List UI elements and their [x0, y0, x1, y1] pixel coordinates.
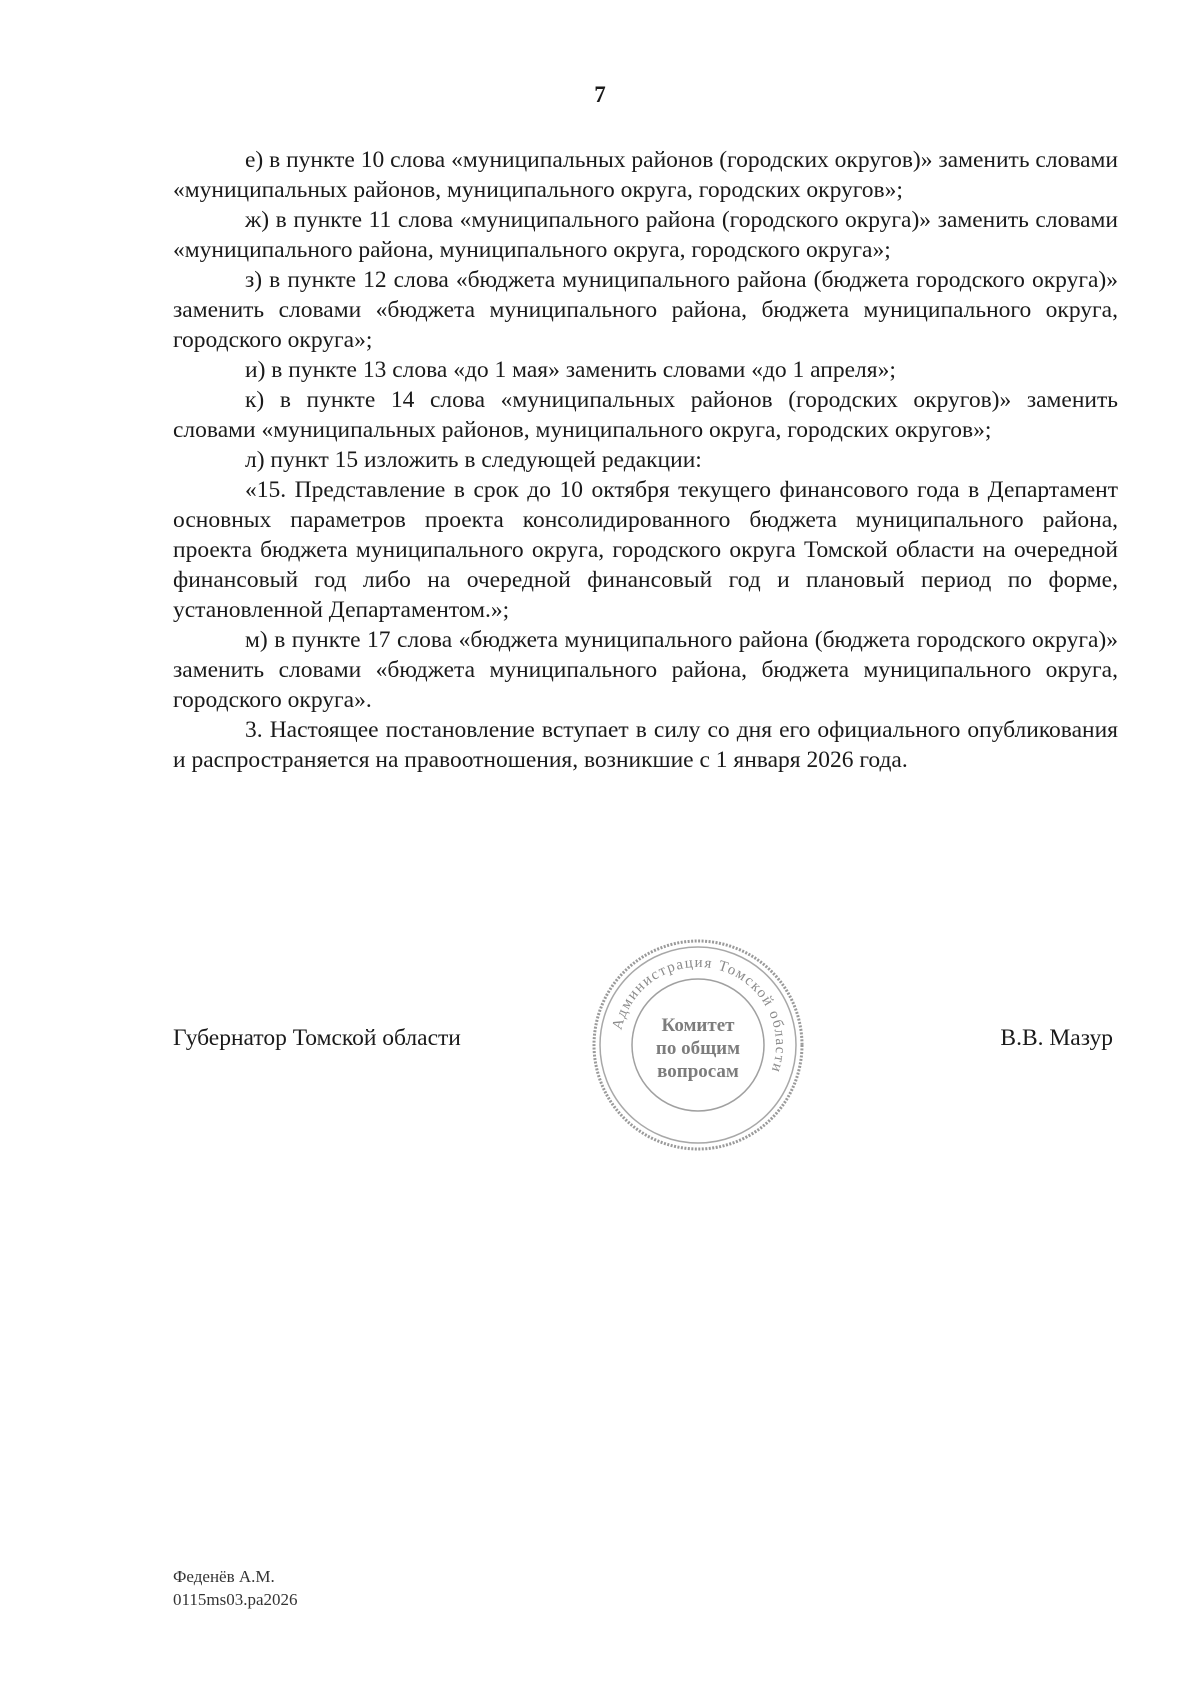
paragraph-l: л) пункт 15 изложить в следующей редакции: [245, 447, 702, 473]
paragraph-m: м) в пункте 17 слова «бюджета муниципального района (бюджета городского округа)» заменить словами «бюджета муниципального района, бюджета муниципального округа, городского округа». [173, 627, 1118, 713]
document-body [173, 145, 1118, 775]
paragraph-k: к) в пункте 14 слова «муниципальных районов (городских округов)» заменить словами «муниципальных районов, муниципального округа, городских округов»; [173, 387, 1118, 443]
paragraph-i: и) в пункте 13 слова «до 1 мая» заменить словами «до 1 апреля»; [245, 357, 896, 383]
stamp-ring-text: Администрация Томской области [609, 954, 789, 1076]
paragraph-3: 3. Настоящее постановление вступает в силу со дня его официального опубликования и распространяется на правоотношения, возникшие с 1 января 2026 года. [173, 717, 1118, 773]
stamp-line-1: Комитет [661, 1015, 735, 1036]
author-name: Феденёв А.М. [173, 1567, 275, 1586]
paragraph-z: з) в пункте 12 слова «бюджета муниципального района (бюджета городского округа)» заменить словами «бюджета муниципального района, бюджета муниципального округа, городского округа»; [173, 267, 1118, 353]
signatory-title: Губернатор Томской области [173, 1025, 461, 1051]
page-number: 7 [594, 82, 606, 107]
official-stamp [588, 935, 808, 1155]
paragraph-e: е) в пункте 10 слова «муниципальных районов (городских округов)» заменить словами «муниципальных районов, муниципального округа, городских округов»; [173, 147, 1118, 203]
footer-info [173, 1565, 298, 1611]
paragraph-15: «15. Представление в срок до 10 октября текущего финансового года в Департамент основных параметров проекта консолидированного бюджета муниципального района, проекта бюджета муниципального округа, городского округа Томской области на очередной финансовый год либо на очередной финансовый год и плановый период по форме, установленной Департаментом.»; [173, 477, 1118, 623]
paragraph-zh: ж) в пункте 11 слова «муниципального района (городского округа)» заменить словами «муниципального района, муниципального округа, городского округа»; [173, 207, 1118, 263]
stamp-line-2: по общим [655, 1038, 741, 1059]
stamp-seal [588, 935, 808, 1155]
signatory-name: В.В. Мазур [1000, 1025, 1113, 1051]
document-code: 0115ms03.pa2026 [173, 1590, 298, 1609]
stamp-line-3: вопросам [657, 1061, 739, 1082]
